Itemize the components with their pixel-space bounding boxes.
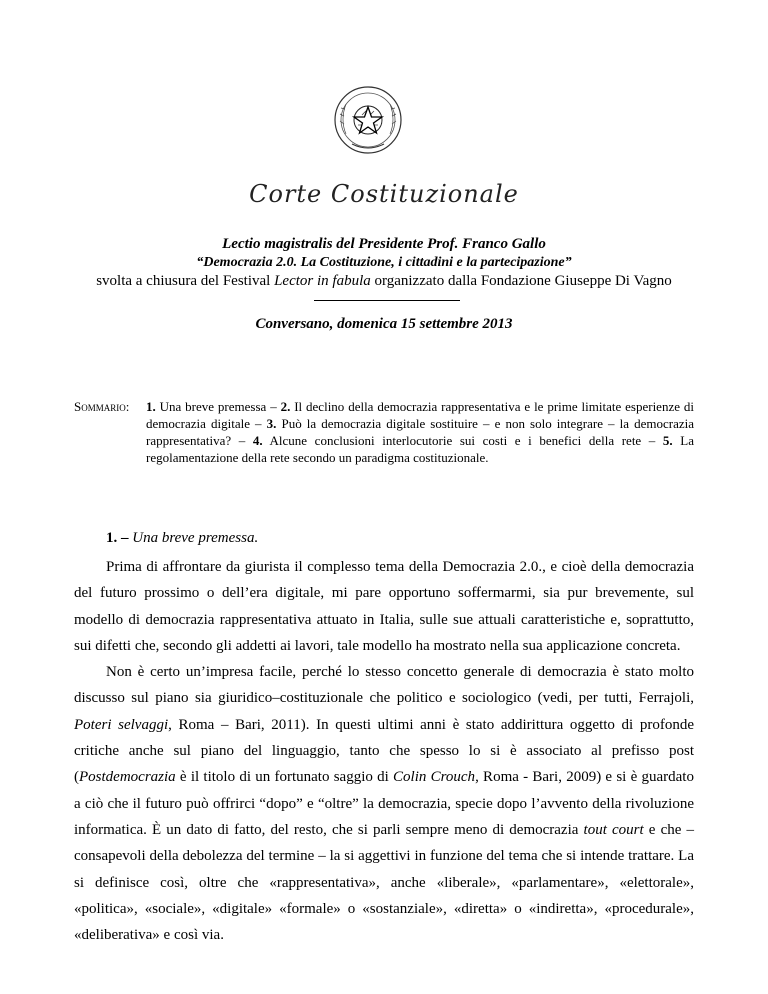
citation-title: Poteri selvaggi bbox=[74, 716, 169, 733]
lecture-subtitle: “Democrazia 2.0. La Costituzione, i cittadini e la partecipazione” bbox=[196, 255, 572, 270]
summary-item-number: 1. bbox=[146, 399, 156, 414]
paragraph-2 bbox=[74, 659, 694, 948]
italian-republic-emblem-icon bbox=[332, 84, 404, 156]
summary-item-text: Può la democrazia digitale sostituire – e non solo integrare – la democrazia rappresentativa? – bbox=[146, 416, 695, 448]
summary-text bbox=[146, 398, 694, 466]
body-text bbox=[74, 554, 694, 948]
section-heading bbox=[106, 530, 258, 547]
foreign-phrase: tout court bbox=[583, 821, 644, 838]
summary-item-text: La regolamentazione della rete secondo un paradigma costituzionale. bbox=[146, 433, 694, 465]
summary-item-number: 4. bbox=[252, 433, 263, 448]
summary-item-number: 5. bbox=[662, 433, 673, 448]
summary-item-number: 2. bbox=[280, 399, 291, 414]
lecture-title: Lectio magistralis del Presidente Prof. Franco Gallo bbox=[222, 236, 546, 252]
event-description-before: svolta a chiusura del Festival bbox=[96, 273, 275, 289]
paragraph-1: Prima di affrontare da giurista il complesso tema della Democrazia 2.0., e cioè della democrazia del futuro prossimo o dell’era digitale, mi pare opportuno soffermarmi, sia pur brevemente, sul modello di democrazia rappresentativa attuato in Italia, sulle sue attuali caratteristiche e, soprattutto, sui difetti che, secondo gli addetti ai lavori, tale modello ha mostrato nella sua applicazione concreta. bbox=[74, 559, 694, 654]
paragraph-2-text: e che – consapevoli della debolezza del termine – la si aggettivi in funzione del tema che si intende trattare. La si definisce così, oltre che «rappresentativa», anche «liberale», «parlamentare», «elettorale», «politica», «sociale», «digitale» «formale» o «sostanziale», «diretta» o «indiretta», «procedurale», «deliberativa» e così via. bbox=[74, 821, 695, 944]
summary-block bbox=[74, 398, 694, 466]
divider-rule bbox=[314, 300, 460, 301]
paragraph-2-text: , Roma – Bari, 2011). In questi ultimi anni è stato addirittura oggetto di profonde critiche anche sul piano del linguaggio, tanto che spesso lo si è associato al prefisso post ( bbox=[74, 716, 694, 786]
event-description-after: organizzato dalla Fondazione Giuseppe Di Vagno bbox=[370, 273, 672, 289]
summary-item-number: 3. bbox=[266, 416, 277, 431]
place-date: Conversano, domenica 15 settembre 2013 bbox=[255, 316, 513, 332]
summary-label: Sommario: bbox=[74, 399, 130, 414]
paragraph-2-text: è il titolo di un fortunato saggio di bbox=[175, 769, 394, 786]
citation-author: Colin Crouch bbox=[393, 769, 476, 786]
paragraph-2-text: Non è certo un’impresa facile, perché lo stesso concetto generale di democrazia è stato molto discusso sul piano sia giuridico–costituzionale che politico e sociologico (vedi, per tutti, Ferrajoli, bbox=[74, 664, 694, 707]
summary-item-text: Una breve premessa – bbox=[155, 399, 281, 414]
citation-title: Postdemocrazia bbox=[79, 769, 176, 786]
section-number: 1. – bbox=[106, 530, 129, 546]
section-title: Una breve premessa. bbox=[128, 530, 259, 546]
summary-item-text: Il declino della democrazia rappresentativa e le prime limitate esperienze di democrazia digitale – bbox=[146, 399, 694, 431]
paragraph-2-text: , Roma - Bari, 2009) e si è guardato a ciò che il futuro può offrirci “dopo” e “oltre” la democrazia, specie dopo l’avvento della rivoluzione informatica. È un dato di fatto, del resto, che si parli sempre meno di democrazia bbox=[74, 769, 694, 838]
festival-name: Lector in fabula bbox=[274, 273, 371, 289]
summary-item-text: Alcune conclusioni interlocutorie sui costi e i benefici della rete – bbox=[262, 433, 663, 448]
court-name: Corte Costituzionale bbox=[249, 180, 519, 208]
event-description bbox=[0, 273, 768, 290]
